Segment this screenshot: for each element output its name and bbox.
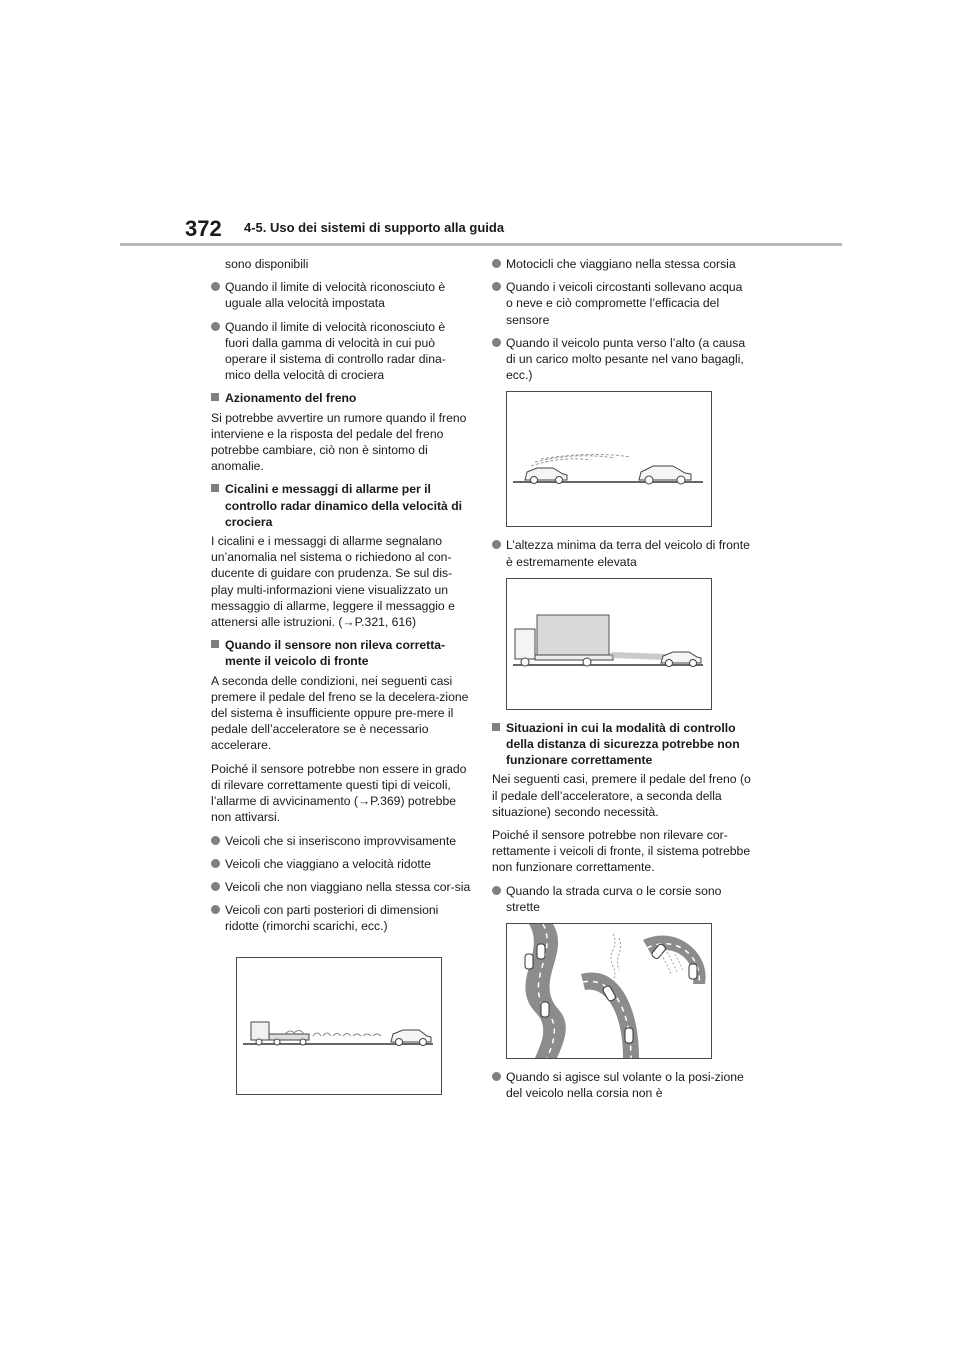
subheading-sensor: Quando il sensore non rileva corretta-mente il veicolo di fronte xyxy=(211,637,471,669)
bullet-item: Quando si agisce sul volante o la posi-zione del veicolo nella corsia non è xyxy=(492,1069,752,1101)
paragraph: Nei seguenti casi, premere il pedale del freno (o il pedale dell’acceleratore, a seconda della situazione) secondo necessità. xyxy=(492,772,751,819)
paragraph: A seconda delle condizioni, nei seguenti casi premere il pedale del freno se la decelera-zione del sistema è insufficiente oppure pre-mere il pedale dell’acceleratore se è necessario accelerare. xyxy=(211,673,469,753)
header-rule xyxy=(120,243,842,246)
bullet-item: Veicoli con parti posteriori di dimensioni ridotte (rimorchi scarichi, ecc.) xyxy=(211,902,471,934)
paragraph: I cicalini e i messaggi di allarme segnalano un’anomalia nel sistema o richiedono al con-ducente di guidare con prudenza. Se sul dis-play multi-informazioni viene visualizzato un messaggio di allarme, leggere il messaggio e attenersi alle istruzioni. (→P.321, 616) xyxy=(211,534,455,630)
illustration-curved-roads xyxy=(506,923,712,1059)
illustration-small-rear-vehicle xyxy=(236,957,442,1095)
right-column xyxy=(492,256,752,1108)
bullet-item: Veicoli che si inseriscono improvvisamente xyxy=(211,833,471,849)
subheading-warnings: Cicalini e messaggi di allarme per il controllo radar dinamico della velocità di crociera xyxy=(211,481,471,530)
paragraph: Poiché il sensore potrebbe non essere in grado di rilevare correttamente questi tipi di veicoli, l’allarme di avvicinamento (→P.369) potrebbe non attivarsi. xyxy=(211,761,467,825)
bullet-item: Motocicli che viaggiano nella stessa corsia xyxy=(492,256,752,272)
subheading-distance-mode: Situazioni in cui la modalità di controllo della distanza di sicurezza potrebbe non funzionare correttamente xyxy=(492,720,752,769)
bullet-item: Quando la strada curva o le corsie sono strette xyxy=(492,883,752,915)
bullet-item: Quando il limite di velocità riconosciuto è uguale alla velocità impostata xyxy=(211,279,471,311)
continuation-text: sono disponibili xyxy=(225,257,309,271)
bullet-item: Veicoli che viaggiano a velocità ridotte xyxy=(211,856,471,872)
section-title: 4-5. Uso dei sistemi di supporto alla guida xyxy=(244,220,505,235)
bullet-item: Quando il veicolo punta verso l’alto (a causa di un carico molto pesante nel vano bagagli, ecc.) xyxy=(492,335,752,384)
illustration-high-clearance-vehicle xyxy=(506,578,712,710)
bullet-item: Quando il limite di velocità riconosciuto è fuori dalla gamma di velocità in cui può operare il sistema di controllo radar dina-mico della velocità di crociera xyxy=(211,319,471,384)
bullet-item: Quando i veicoli circostanti sollevano acqua o neve e ciò compromette l’efficacia del sensore xyxy=(492,279,752,328)
illustration-vehicle-pointing-up xyxy=(506,391,712,527)
subheading-brake: Azionamento del freno xyxy=(211,390,471,406)
left-column xyxy=(211,256,471,942)
paragraph: Si potrebbe avvertire un rumore quando il freno interviene e la risposta del pedale del freno potrebbe cambiare, ciò non è sintomo di anomalie. xyxy=(211,410,467,474)
paragraph: Poiché il sensore potrebbe non rilevare cor-rettamente i veicoli di fronte, il sistema potrebbe non funzionare correttamente. xyxy=(492,828,751,875)
bullet-item: L’altezza minima da terra del veicolo di fronte è estremamente elevata xyxy=(492,537,752,569)
bullet-item: Veicoli che non viaggiano nella stessa cor-sia xyxy=(211,879,471,895)
page-number: 372 xyxy=(185,216,222,241)
